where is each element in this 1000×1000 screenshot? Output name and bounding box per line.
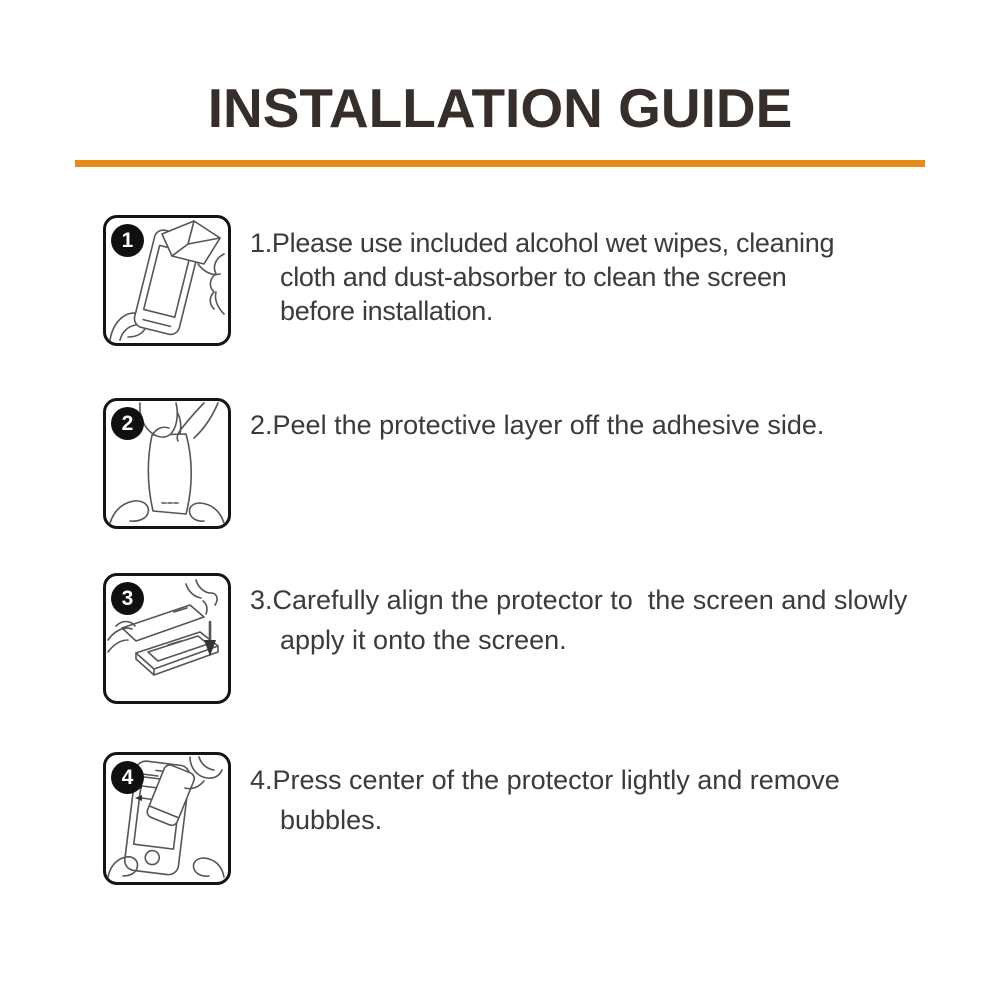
step1-number-badge: 1 <box>111 224 144 257</box>
step1-figure <box>103 215 231 346</box>
step3-label: 3. <box>250 585 273 615</box>
page-title: INSTALLATION GUIDE <box>207 77 793 139</box>
step1-text: 1.Please use included alcohol wet wipes, cleaning cloth and dust-absorber to clean the screen before installation. <box>250 228 835 326</box>
step4-number-badge: 4 <box>111 761 144 794</box>
step2-text: 2.Peel the protective layer off the adhesive side. <box>250 410 825 440</box>
step3-number-badge: 3 <box>111 582 144 615</box>
orange-divider <box>75 160 925 167</box>
step4-text: 4.Press center of the protector lightly and remove bubbles. <box>250 765 840 835</box>
step1-label: 1. <box>250 228 272 258</box>
step2-number-badge: 2 <box>111 407 144 440</box>
step2-label: 2. <box>250 410 273 440</box>
step3-figure <box>103 573 231 704</box>
step4-label: 4. <box>250 765 273 795</box>
step2-figure <box>103 398 231 529</box>
step4-figure <box>103 752 231 885</box>
step3-text: 3.Carefully align the protector to the screen and slowly apply it onto the screen. <box>250 585 908 655</box>
